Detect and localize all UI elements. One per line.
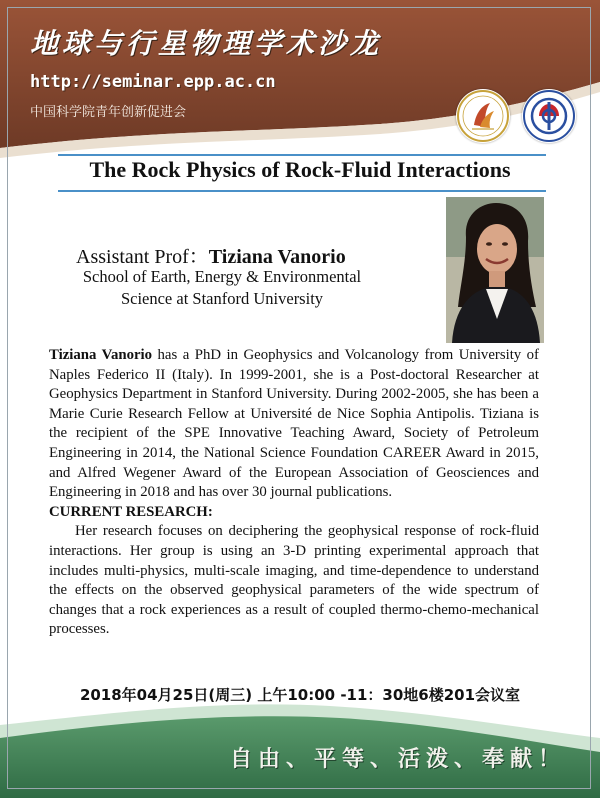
title-rule-bottom: [58, 190, 546, 192]
research-label: CURRENT RESEARCH:: [49, 503, 213, 520]
affiliation-line-1: School of Earth, Energy & Environmental: [82, 267, 362, 286]
speaker-affiliation: [60, 266, 384, 310]
bio-paragraph: [49, 346, 539, 503]
event-time-location: 2018年04月25日(周三) 上午10:00 -11：30地6楼201会议室: [79, 686, 521, 704]
speaker-name: Tiziana Vanorio: [208, 246, 346, 268]
seminar-url[interactable]: http://seminar.epp.ac.cn: [30, 72, 276, 92]
talk-title: The Rock Physics of Rock-Fluid Interactions: [89, 157, 511, 182]
title-rule-top: [58, 154, 546, 156]
research-text: Her research focuses on deciphering the geophysical response of rock-fluid interactions. Her group is using an 3-D printing experimental approach that includes multi-physics, multi-scale imaging, and time-dependence to understand the effects on the observed geophysical parameters of the wide spectrum of changes that a rock experiences as a result of coupled thermo-chemo-mechanical processes.: [49, 523, 539, 638]
organizer-name: 中国科学院青年创新促进会: [30, 105, 187, 120]
bio-text: has a PhD in Geophysics and Volcanology from University of Naples Federico II (Italy). In 1999-2001, she is a Post-doctoral Researcher at Geophysics Department in Stanford University. During 2002-2005, she has been a Marie Curie Research Fellow at Université de Nice Sophia Antipolis. Tiziana is the recipient of the SPE Innovative Teaching Award, Society of Petroleum Engineering in 2014, the National Science Foundation CAREER Award in 2015, and Alfred Wegener Award of the European Association of Geosciences and Engineering in 2018 and has over 30 journal publications.: [49, 347, 539, 501]
bio-speaker-name: Tiziana Vanorio: [49, 347, 153, 363]
speaker-role: Assistant Prof：: [76, 246, 209, 268]
series-title: 地球与行星物理学术沙龙: [30, 27, 383, 60]
speaker-line: [76, 240, 346, 269]
speaker-photo: [446, 197, 544, 343]
youth-association-logo-icon: [456, 89, 510, 143]
speaker-bio: [49, 346, 539, 640]
footer-slogan: 自由、平等、活泼、奉献！: [230, 746, 567, 772]
institute-seal-logo-icon: [522, 89, 576, 143]
affiliation-line-2: Science at Stanford University: [120, 289, 324, 308]
